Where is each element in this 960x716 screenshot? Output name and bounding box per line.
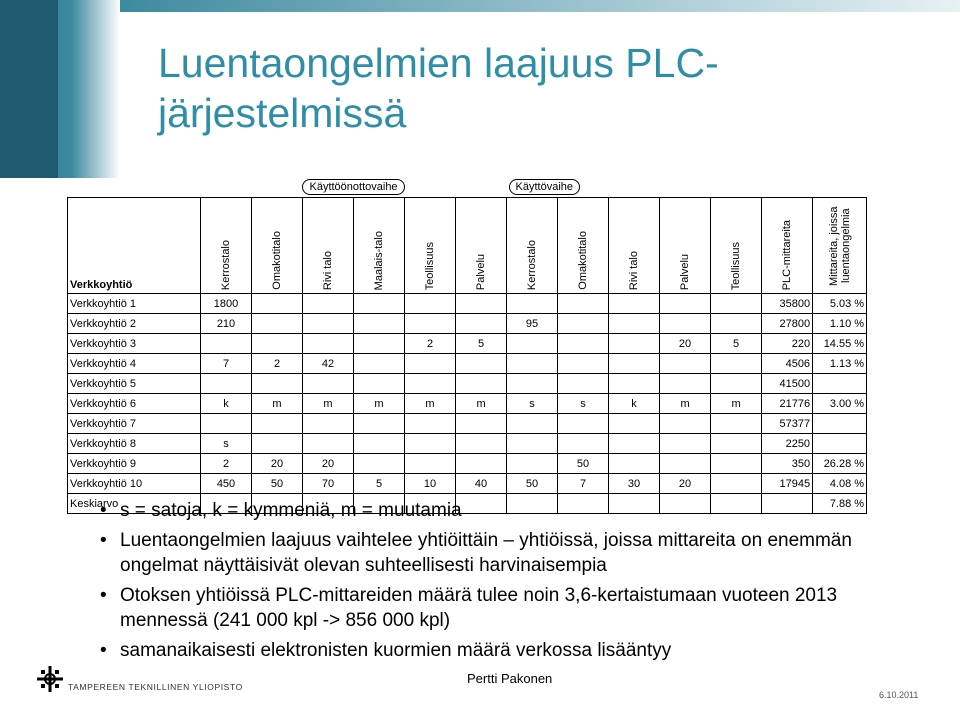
table-row: [68, 374, 867, 394]
count-cell: s: [558, 394, 609, 414]
count-cell: 210: [201, 314, 252, 334]
problem-share-cell: 5.03 %: [813, 294, 867, 314]
count-cell: [660, 454, 711, 474]
column-header: [201, 198, 252, 294]
count-cell: [354, 374, 405, 394]
data-table-container: [67, 177, 865, 510]
table-row: [68, 454, 867, 474]
count-cell: [201, 374, 252, 394]
count-cell: 5: [456, 334, 507, 354]
problem-share-cell: [813, 374, 867, 394]
column-header-label: Teollisuus: [424, 241, 436, 290]
author-name: Pertti Pakonen: [467, 671, 553, 686]
count-cell: [354, 454, 405, 474]
count-cell: [405, 354, 456, 374]
count-cell: 5: [711, 334, 762, 354]
count-cell: [252, 334, 303, 354]
problem-share-cell: 4.08 %: [813, 474, 867, 494]
count-cell: 30: [609, 474, 660, 494]
count-cell: 5: [354, 474, 405, 494]
phase-label-commissioning: Käyttöönottovaihe: [302, 179, 404, 195]
count-cell: [609, 314, 660, 334]
plc-count-cell: 57377: [762, 414, 813, 434]
count-cell: [660, 374, 711, 394]
count-cell: [711, 294, 762, 314]
plc-count-cell: 35800: [762, 294, 813, 314]
count-cell: 20: [660, 474, 711, 494]
count-cell: m: [303, 394, 354, 414]
problem-share-cell: [813, 434, 867, 454]
count-cell: [507, 354, 558, 374]
count-cell: [711, 474, 762, 494]
phase-spacer: [68, 177, 201, 198]
data-table: [67, 177, 867, 514]
count-cell: [558, 334, 609, 354]
count-cell: 50: [558, 454, 609, 474]
column-header-label: Rivi talo: [628, 250, 641, 290]
column-header: [354, 198, 405, 294]
company-name: Keskiarvo: [68, 494, 201, 514]
count-cell: m: [711, 394, 762, 414]
count-cell: [405, 294, 456, 314]
count-cell: [711, 454, 762, 474]
count-cell: m: [660, 394, 711, 414]
count-cell: 20: [303, 454, 354, 474]
count-cell: 450: [201, 474, 252, 494]
plc-count-cell: 4506: [762, 354, 813, 374]
count-cell: [609, 434, 660, 454]
count-cell: [558, 354, 609, 374]
count-cell: [558, 434, 609, 454]
column-header-label: Maalais-talo: [373, 230, 385, 290]
table-row: [68, 474, 867, 494]
table-row: [68, 354, 867, 374]
company-name: Verkkoyhtiö 1: [68, 294, 201, 314]
count-cell: [711, 434, 762, 454]
count-cell: 7: [558, 474, 609, 494]
column-header: [660, 198, 711, 294]
phase-spacer: [762, 177, 867, 198]
count-cell: [507, 374, 558, 394]
count-cell: [405, 314, 456, 334]
column-header-label: Palvelu: [679, 253, 692, 290]
table-header-row: [68, 198, 867, 294]
count-cell: [252, 294, 303, 314]
column-header-label: Teollisuus: [730, 241, 743, 290]
bullet-list: [98, 498, 858, 668]
header-decoration-dark: [0, 0, 58, 178]
column-header-label: Omakotitalo: [577, 231, 590, 290]
plc-count-cell: 350: [762, 454, 813, 474]
count-cell: [660, 294, 711, 314]
column-header: [252, 198, 303, 294]
column-header-label: Rivi talo: [322, 250, 334, 290]
count-cell: m: [252, 394, 303, 414]
count-cell: [405, 434, 456, 454]
bullet-item: • s = satoja, k = kymmeniä, m = muutamia: [98, 498, 858, 523]
column-header-label: Palvelu: [475, 253, 488, 290]
count-cell: [201, 414, 252, 434]
company-name: Verkkoyhtiö 9: [68, 454, 201, 474]
count-cell: [507, 334, 558, 354]
count-cell: [456, 354, 507, 374]
count-cell: [354, 294, 405, 314]
column-header: [303, 198, 354, 294]
count-cell: [609, 334, 660, 354]
plc-count-cell: 27800: [762, 314, 813, 334]
count-cell: 2: [405, 334, 456, 354]
count-cell: 1800: [201, 294, 252, 314]
count-cell: [354, 334, 405, 354]
count-cell: m: [456, 394, 507, 414]
count-cell: [252, 414, 303, 434]
column-header-label: Mittareita, joissa luentaongelmia: [827, 206, 852, 286]
count-cell: 42: [303, 354, 354, 374]
count-cell: m: [354, 394, 405, 414]
count-cell: [711, 314, 762, 334]
slide-date: 6.10.2011: [879, 690, 919, 700]
university-name: TAMPEREEN TEKNILLINEN YLIOPISTO: [68, 682, 243, 692]
problem-share-cell: 3.00 %: [813, 394, 867, 414]
count-cell: [456, 294, 507, 314]
count-cell: 7: [201, 354, 252, 374]
problem-share-cell: 1.13 %: [813, 354, 867, 374]
count-cell: [558, 294, 609, 314]
column-header: [405, 198, 456, 294]
count-cell: [609, 374, 660, 394]
count-cell: [354, 434, 405, 454]
column-header-label: Kerrostalo: [220, 239, 232, 290]
count-cell: [303, 314, 354, 334]
count-cell: [252, 374, 303, 394]
count-cell: [456, 414, 507, 434]
university-logo-icon: [36, 665, 64, 693]
title-line-1: Luentaongelmien laajuus PLC-: [158, 40, 719, 86]
count-cell: [201, 334, 252, 354]
table-row: [68, 394, 867, 414]
count-cell: [609, 454, 660, 474]
count-cell: [354, 314, 405, 334]
column-header: [456, 198, 507, 294]
plc-count-cell: 17945: [762, 474, 813, 494]
table-row: [68, 314, 867, 334]
column-header-label: Omakotitalo: [271, 231, 283, 290]
table-row: [68, 434, 867, 454]
problem-share-cell: 14.55 %: [813, 334, 867, 354]
phase-cell-operation: [507, 177, 762, 198]
top-band: [120, 0, 960, 12]
count-cell: [354, 414, 405, 434]
table-row: [68, 414, 867, 434]
count-cell: 10: [405, 474, 456, 494]
count-cell: [456, 314, 507, 334]
count-cell: [711, 354, 762, 374]
count-cell: s: [507, 394, 558, 414]
table-row: [68, 334, 867, 354]
count-cell: [456, 434, 507, 454]
column-header: [558, 198, 609, 294]
count-cell: 70: [303, 474, 354, 494]
column-header-company: Verkkoyhtiö: [68, 198, 201, 294]
title-line-2: järjestelmissä: [158, 90, 407, 136]
column-header: [711, 198, 762, 294]
count-cell: 20: [252, 454, 303, 474]
count-cell: [303, 414, 354, 434]
count-cell: 20: [660, 334, 711, 354]
count-cell: [558, 374, 609, 394]
count-cell: [405, 374, 456, 394]
count-cell: [711, 414, 762, 434]
phase-label-operation: Käyttövaihe: [509, 179, 580, 195]
count-cell: [405, 414, 456, 434]
company-name: Verkkoyhtiö 5: [68, 374, 201, 394]
company-name: Verkkoyhtiö 10: [68, 474, 201, 494]
count-cell: 40: [456, 474, 507, 494]
company-name: Verkkoyhtiö 2: [68, 314, 201, 334]
count-cell: 95: [507, 314, 558, 334]
count-cell: [456, 374, 507, 394]
count-cell: s: [201, 434, 252, 454]
count-cell: k: [609, 394, 660, 414]
bullet-item: • samanaikaisesti elektronisten kuormien määrä verkossa lisääntyy: [98, 638, 858, 663]
company-name: Verkkoyhtiö 8: [68, 434, 201, 454]
bullet-item: • Otoksen yhtiöissä PLC-mittareiden määrä tulee noin 3,6-kertaistumaan vuoteen 2013 mennessä (241 000 kpl -> 856 000 kpl): [98, 583, 858, 633]
column-header-label: Kerrostalo: [526, 239, 539, 290]
count-cell: [609, 354, 660, 374]
column-header: [609, 198, 660, 294]
count-cell: m: [405, 394, 456, 414]
phase-cell-commissioning: [201, 177, 507, 198]
count-cell: 50: [507, 474, 558, 494]
count-cell: [507, 294, 558, 314]
count-cell: [405, 454, 456, 474]
count-cell: [456, 454, 507, 474]
count-cell: [354, 354, 405, 374]
count-cell: 2: [252, 354, 303, 374]
plc-count-cell: 21776: [762, 394, 813, 414]
problem-share-cell: 7.88 %: [813, 494, 867, 514]
count-cell: 50: [252, 474, 303, 494]
count-cell: [507, 454, 558, 474]
count-cell: [609, 414, 660, 434]
count-cell: [660, 354, 711, 374]
count-cell: [558, 314, 609, 334]
plc-count-cell: 220: [762, 334, 813, 354]
count-cell: [303, 374, 354, 394]
count-cell: k: [201, 394, 252, 414]
count-cell: [660, 434, 711, 454]
count-cell: [252, 434, 303, 454]
column-header: [762, 198, 813, 294]
count-cell: [303, 434, 354, 454]
count-cell: [507, 434, 558, 454]
count-cell: [303, 334, 354, 354]
bullet-item: • Luentaongelmien laajuus vaihtelee yhtiöittäin – yhtiöissä, joissa mittareita on enemmän ongelmat näyttäisivät olevan suhteellisesti harvinaisempia: [98, 528, 858, 578]
company-name: Verkkoyhtiö 3: [68, 334, 201, 354]
company-name: Verkkoyhtiö 4: [68, 354, 201, 374]
plc-count-cell: 41500: [762, 374, 813, 394]
count-cell: 2: [201, 454, 252, 474]
plc-count-cell: 2250: [762, 434, 813, 454]
table-row: [68, 294, 867, 314]
count-cell: [252, 314, 303, 334]
company-name: Verkkoyhtiö 6: [68, 394, 201, 414]
column-header-label: PLC-mittareita: [781, 219, 794, 290]
column-header: [507, 198, 558, 294]
slide-title: [158, 38, 918, 138]
problem-share-cell: [813, 414, 867, 434]
count-cell: [303, 294, 354, 314]
count-cell: [660, 414, 711, 434]
count-cell: [609, 294, 660, 314]
company-name: Verkkoyhtiö 7: [68, 414, 201, 434]
count-cell: [558, 414, 609, 434]
count-cell: [660, 314, 711, 334]
count-cell: [711, 374, 762, 394]
count-cell: [507, 414, 558, 434]
column-header: [813, 198, 867, 294]
problem-share-cell: 1.10 %: [813, 314, 867, 334]
phase-row: [68, 177, 867, 198]
problem-share-cell: 26.28 %: [813, 454, 867, 474]
